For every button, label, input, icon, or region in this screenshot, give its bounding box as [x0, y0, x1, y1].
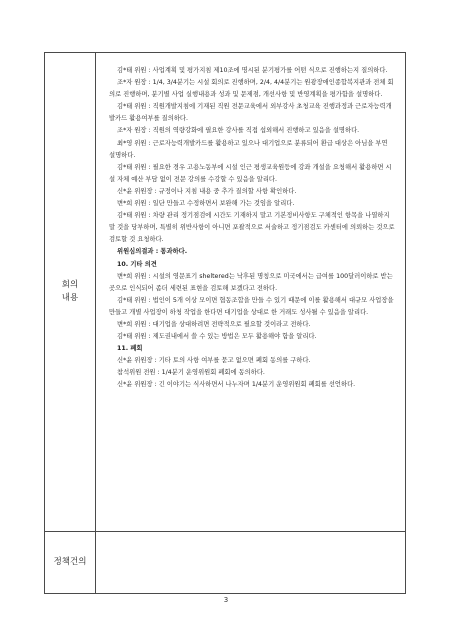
- minutes-paragraph: 변*희 위원 : 대기업을 상대하려면 전략적으로 필요할 것이라고 전하다.: [117, 320, 311, 328]
- minutes-paragraph: 김*태 위원 : 법인이 5개 이상 모이면 협동조합을 만들 수 있기 때문에 이를 활용해서 대규모 사업장을 만들고 개별 사업장이 하청 작업을 한다면 대기업을 상대로 한 거래도 성사될 수 있음을 알리다.: [109, 296, 394, 316]
- minutes-paragraph: 김*태 위원 : 제도권내에서 쓸 수 있는 방법은 모두 활용해야 함을 알리다.: [117, 333, 317, 341]
- minutes-paragraph: 신*윤 위원장 : 긴 이야기는 식사하면서 나누자며 1/4분기 운영위원회 폐회를 선언하다.: [117, 381, 356, 389]
- minutes-paragraph: 10. 기타 의견: [117, 260, 157, 268]
- minutes-paragraph: 위원심의결과 : 통과하다.: [117, 248, 188, 256]
- minutes-table: [44, 52, 406, 594]
- minutes-paragraph: 변*희 위원 : 시설의 영문표기 sheltered는 낙후된 명칭으로 미국에서는 급여를 100달러이하로 받는 곳으로 인식되어 좀더 세련된 표현을 검토해 보겠다고 전하다.: [109, 272, 393, 292]
- minutes-paragraph: 신*윤 위원장 : 규정이나 지침 내용 중 추가 질의할 사항 확인하다.: [117, 187, 297, 195]
- meeting-content-label-line-2: 내용: [61, 293, 79, 303]
- minutes-paragraph: 최*영 위원 : 근로자능력개발카드를 활용하고 있으나 대기업으로 분류되어 환급 대상은 아님을 부연 설명하다.: [109, 139, 388, 159]
- minutes-paragraph: 신*윤 위원장 : 기타 토의 사항 여부를 묻고 없으면 폐회 동의를 구하다.: [117, 357, 311, 365]
- meeting-content-body: [109, 65, 395, 392]
- row-divider: [45, 531, 405, 532]
- policy-proposal-label: 정책건의: [53, 557, 87, 567]
- meeting-content-label: [45, 279, 95, 305]
- minutes-paragraph: 김*태 위원 : 직원개발지침에 기재된 직원 전문교육에서 외부강사 초청교육 진행과정과 근로자능력개발카드 활용여부를 질의하다.: [109, 103, 392, 123]
- minutes-paragraph: 김*태 위원 : 필요한 경우 고용노동부에 시설 인근 평생교육원등에 강좌 개설을 요청해서 활용하면 시설 자체 예산 부담 없이 전문 강의를 수강할 수 있음을 알리다.: [109, 163, 392, 183]
- minutes-paragraph: 변*희 위원 : 일단 만들고 수정하면서 보완해 가는 것임을 알리다.: [117, 200, 295, 208]
- minutes-paragraph: 김*태 위원 : 사업계획 및 평가지침 제10조에 명시된 분기평가를 어떤 식으로 진행하는지 질의하다.: [117, 67, 388, 74]
- minutes-paragraph: 참석위원 전원 : 1/4분기 운영위원회 폐회에 동의하다.: [117, 369, 265, 377]
- minutes-paragraph: 조*자 원장 : 1/4, 3/4분기는 시설 회의로 진행하며, 2/4, 4/4분기는 원광장애인종합복지관과 전체 회의로 진행하며, 분기별 사업 실행내용과 성과 및 문제점, 개선사항 및 반영계획을 평가함을 설명하다.: [109, 79, 394, 99]
- meeting-content-label-line-1: 회의: [61, 280, 79, 290]
- column-divider: [95, 53, 96, 593]
- minutes-paragraph: 11. 폐회: [117, 345, 143, 353]
- page-number: 3: [223, 596, 229, 604]
- minutes-paragraph: 김*태 위원 : 차량 관리 정기점검에 시간도 기재하지 말고 기본정비사항도 구체적인 항목을 나열하지 말 것을 당부하며, 특별히 위반사항이 아니면 포괄적으로 서술하고 정기점검도 카센터에 의뢰하는 것으로 검토할 것 요청하다.: [109, 212, 395, 244]
- minutes-paragraph: 조*자 원장 : 직원의 역량강화에 필요한 강사를 직접 섭외해서 진행하고 있음을 설명하다.: [117, 127, 360, 135]
